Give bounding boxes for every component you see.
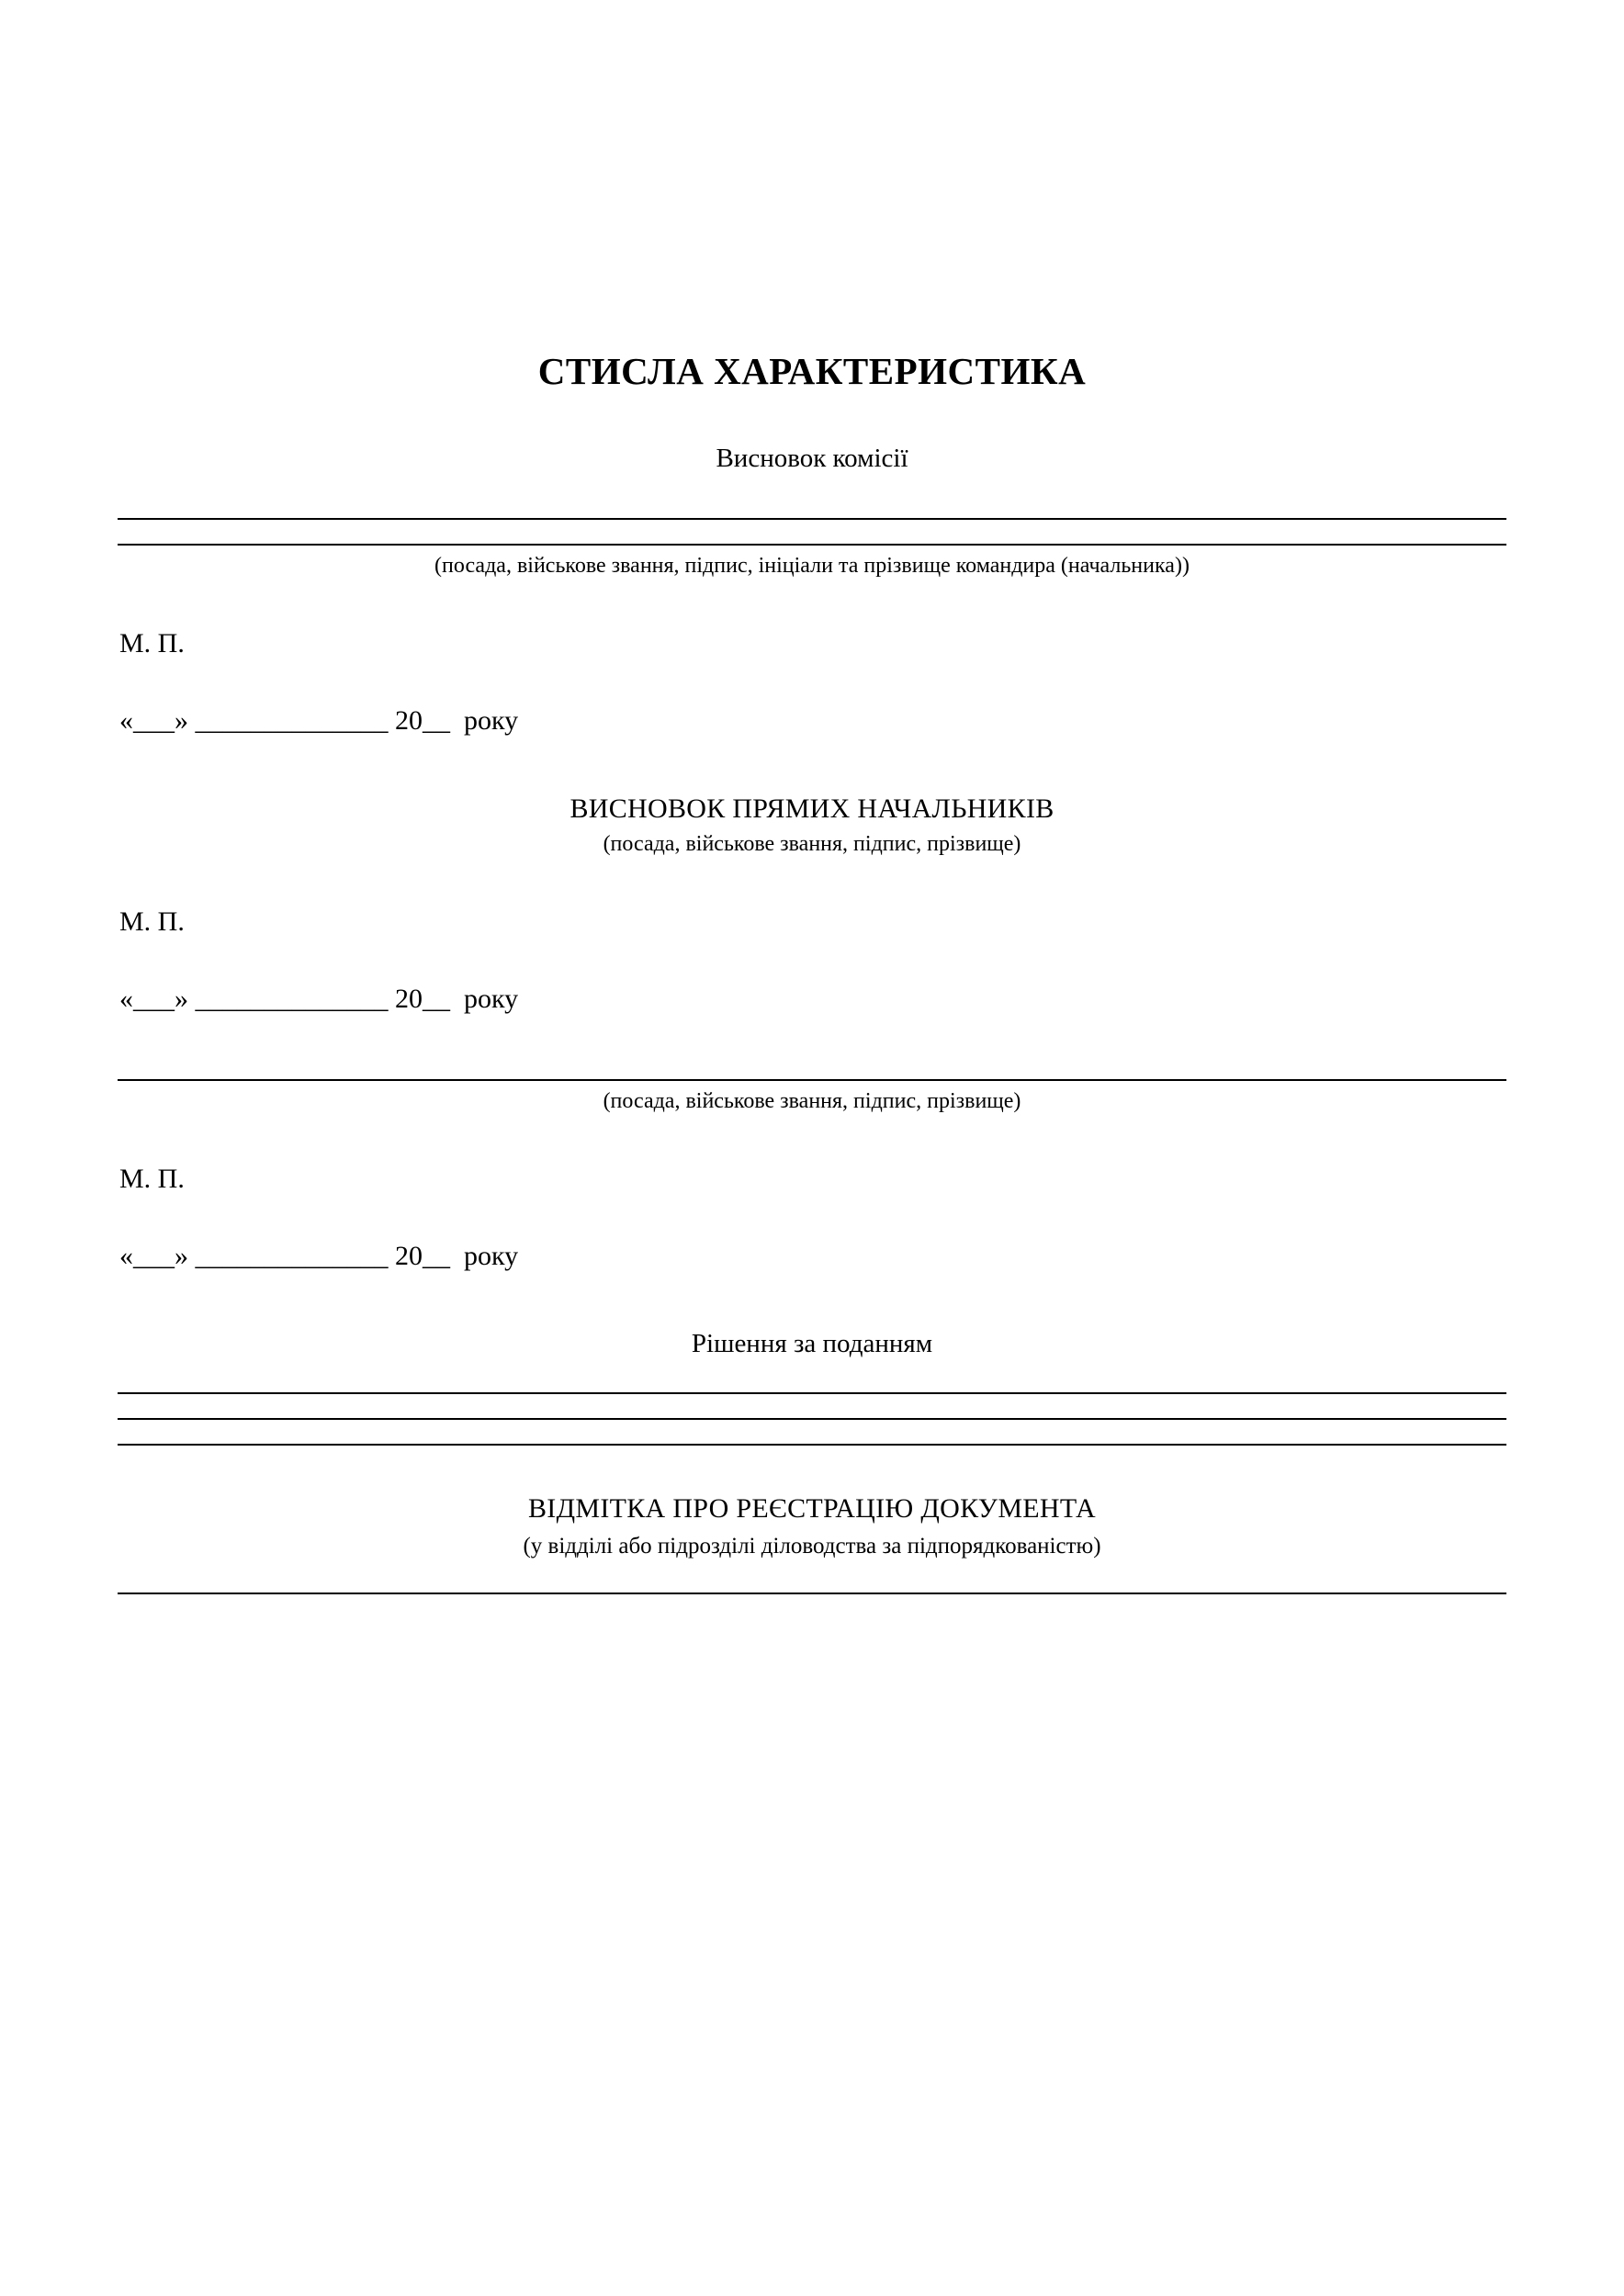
- decision-line-1: [118, 1392, 1506, 1394]
- registration-caption: (у відділі або підрозділі діловодства за підпорядкованістю): [523, 1534, 1101, 1559]
- registration-heading: ВІДМІТКА ПРО РЕЄСТРАЦІЮ ДОКУМЕНТА: [527, 1493, 1096, 1524]
- page-title: СТИСЛА ХАРАКТЕРИСТИКА: [537, 350, 1087, 392]
- spacer-before-second-signature: [118, 1015, 1506, 1079]
- date-line-3: «___» ______________ 20__ року: [119, 1241, 519, 1271]
- stamp-label-2: М. П.: [119, 906, 185, 937]
- commander-signature-line-2: [118, 544, 1506, 546]
- commander-caption: (посада, військове звання, підпис, ініціали та прізвище командира (начальника)): [434, 554, 1190, 578]
- decision-line-3: [118, 1444, 1506, 1446]
- date-line-2: «___» ______________ 20__ року: [119, 984, 519, 1014]
- second-signature-line: [118, 1079, 1506, 1081]
- commander-signature-line-1: [118, 518, 1506, 520]
- stamp-label-1: М. П.: [119, 628, 185, 658]
- registration-line-1: [118, 1593, 1506, 1594]
- superiors-caption: (посада, військове звання, підпис, прізвище): [603, 832, 1021, 856]
- document-content: [118, 0, 1506, 1594]
- commission-conclusion-subtitle: Висновок комісії: [716, 444, 908, 473]
- decision-heading: Рішення за поданням: [691, 1329, 933, 1358]
- stamp-label-3: М. П.: [119, 1164, 185, 1194]
- superiors-conclusion-heading: ВИСНОВОК ПРЯМИХ НАЧАЛЬНИКІВ: [570, 793, 1054, 824]
- decision-line-2: [118, 1418, 1506, 1420]
- second-signature-caption: (посада, військове звання, підпис, прізвище): [603, 1089, 1021, 1113]
- date-line-1: «___» ______________ 20__ року: [119, 705, 519, 736]
